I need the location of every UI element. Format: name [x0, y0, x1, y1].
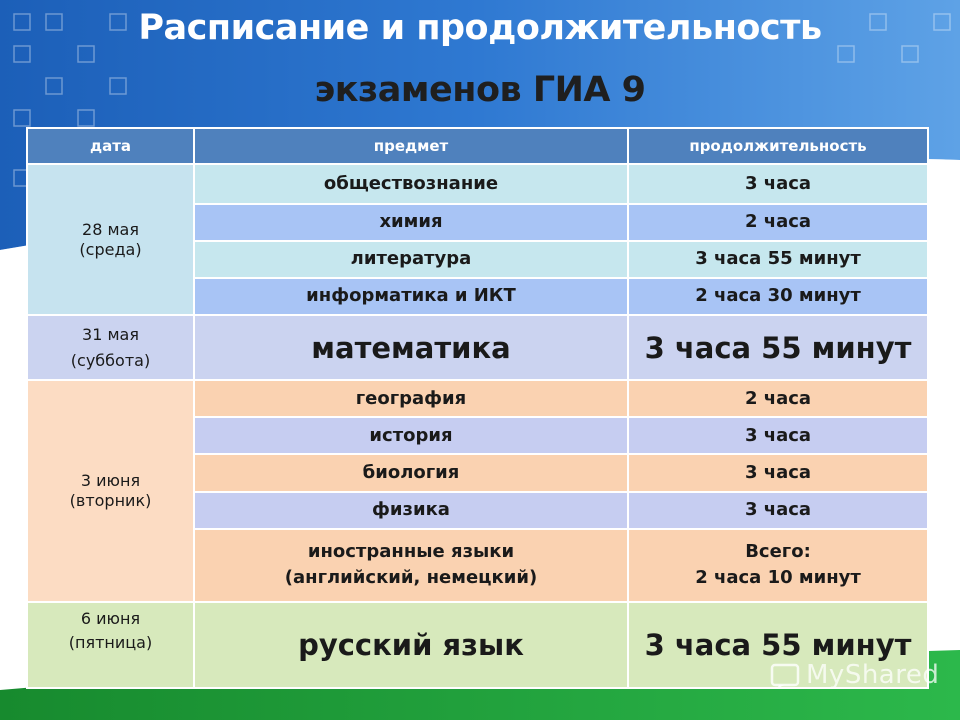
header-date: дата — [27, 128, 194, 164]
subject-cell: география — [194, 380, 628, 417]
watermark-text: MyShared — [806, 660, 940, 690]
subject-cell: математика — [194, 315, 628, 380]
date-text: 31 мая — [82, 324, 139, 344]
date-text: 3 июня — [80, 471, 141, 491]
duration-cell — [628, 529, 928, 602]
weekday-text: (пятница) — [68, 632, 153, 652]
watermark — [770, 660, 939, 690]
duration-cell: 3 часа 55 минут — [628, 241, 928, 278]
duration-line: Всего: — [745, 540, 811, 562]
subject-cell — [194, 529, 628, 602]
date-cell — [27, 315, 194, 380]
header-duration: продолжительность — [628, 128, 928, 164]
weekday-text: (вторник) — [69, 491, 152, 511]
myshared-logo-icon — [770, 662, 802, 690]
slide-title-line2: экзаменов ГИА 9 — [314, 70, 646, 110]
weekday-text: (среда) — [79, 239, 142, 259]
subject-cell: химия — [194, 204, 628, 241]
subject-cell: история — [194, 417, 628, 454]
duration-cell: 3 часа 55 минут — [628, 602, 928, 688]
date-text: 6 июня — [80, 608, 141, 628]
subject-cell: литература — [194, 241, 628, 278]
subject-cell: информатика и ИКТ — [194, 278, 628, 315]
date-cell — [27, 602, 194, 688]
duration-cell: 3 часа — [628, 492, 928, 529]
weekday-text: (суббота) — [70, 350, 151, 370]
subject-cell: русский язык — [194, 602, 628, 688]
table-row — [27, 315, 928, 380]
duration-cell: 2 часа — [628, 204, 928, 241]
subject-cell: физика — [194, 492, 628, 529]
date-cell — [27, 164, 194, 315]
duration-cell: 2 часа — [628, 380, 928, 417]
header-subject: предмет — [194, 128, 628, 164]
subject-line: (английский, немецкий) — [284, 567, 538, 589]
subject-line: иностранные языки — [307, 540, 515, 562]
table-row — [27, 164, 928, 204]
date-cell — [27, 380, 194, 601]
exam-schedule-table — [26, 127, 929, 689]
duration-cell: 2 часа 30 минут — [628, 278, 928, 315]
subject-cell: обществознание — [194, 164, 628, 204]
duration-cell: 3 часа — [628, 164, 928, 204]
table-row — [27, 380, 928, 417]
duration-cell: 3 часа — [628, 417, 928, 454]
date-text: 28 мая — [82, 219, 139, 239]
subject-cell: биология — [194, 454, 628, 491]
duration-line: 2 часа 10 минут — [695, 567, 861, 589]
duration-cell: 3 часа — [628, 454, 928, 491]
slide-title-line1: Расписание и продолжительность — [138, 8, 822, 48]
table-header-row — [27, 128, 928, 164]
duration-cell: 3 часа 55 минут — [628, 315, 928, 380]
